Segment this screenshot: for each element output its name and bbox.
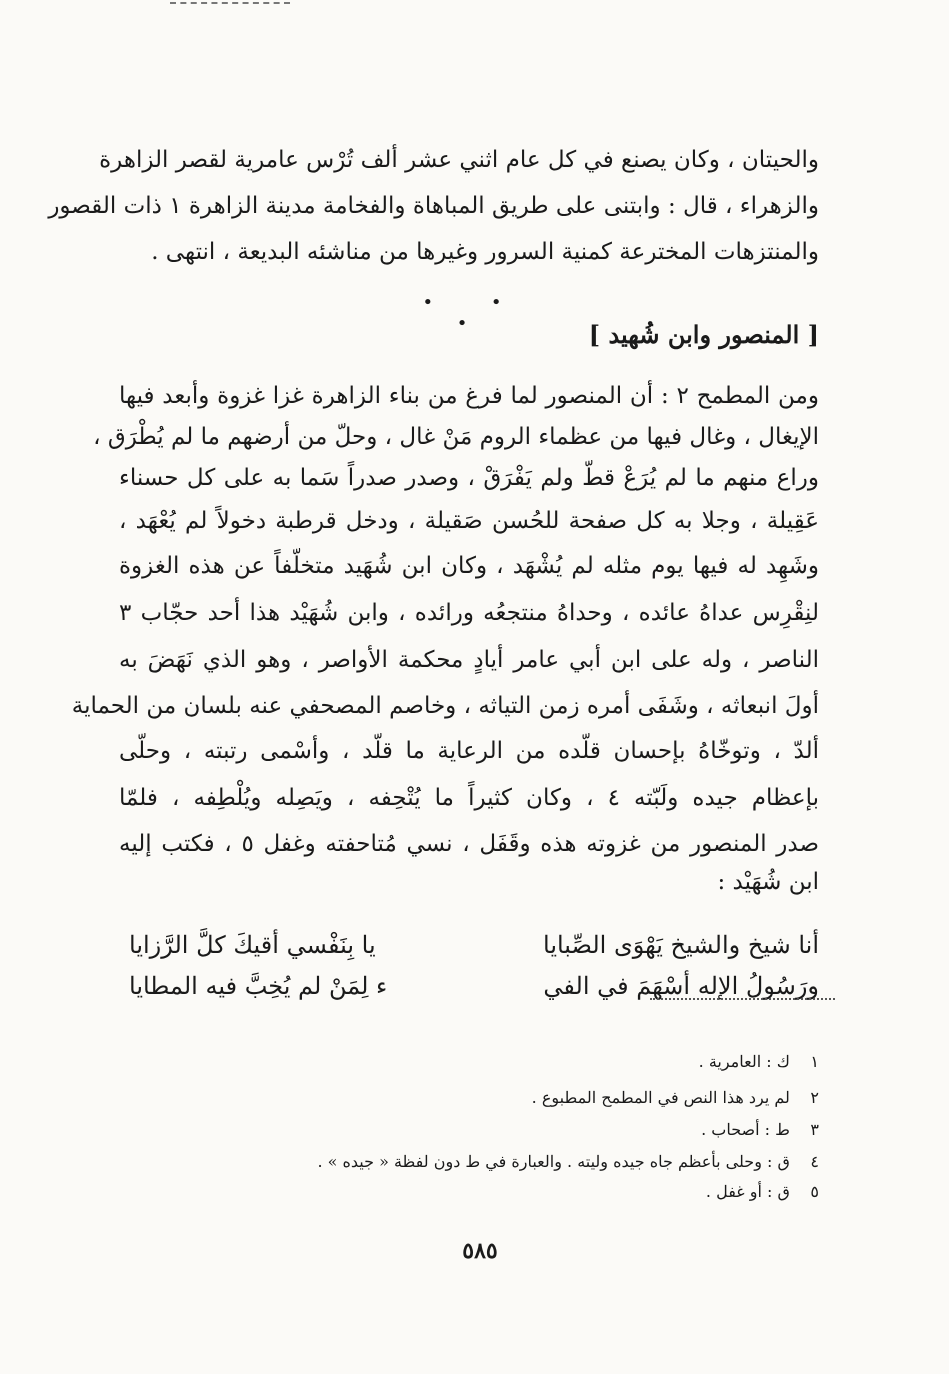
section-separator: • • • [422,292,528,334]
footnote-number: ٥ [810,1182,819,1201]
footnote-number: ٣ [810,1120,819,1139]
paragraph2-line-7: الناصر ، وله على ابن أبي عامر أيادٍ محكمة الأواصر ، وهو الذي نَهَضَ به [119,647,819,673]
footnote-4 [119,1150,819,1174]
poem-verse-2 [129,966,819,1010]
paragraph2-line-12: ابن شُهَيْد : [717,869,819,895]
footnote-number: ١ [810,1052,819,1071]
footnote-2 [119,1086,819,1110]
paragraph2-line-1: ومن المطمح ٢ : أن المنصور لما فرغ من بناء الزاهرة غزا غزوة وأبعد فيها [119,383,819,409]
paragraph2-line-11: صدر المنصور من غزوته هذه وقَفَل ، نسي مُتاحفته وغفل ٥ ، فكتب إليه [119,831,820,857]
paragraph2-line-10: بإعظام جيده ولَبّته ٤ ، وكان كثيراً ما يُتْحِفه ، ويَصِله ويُلْطِفه ، فلمّا [119,785,819,811]
poem-verse-1-second-hemistich: يا بِنَفْسي أقيكَ كلَّ الرَّزايا [129,931,376,959]
paragraph2-line-9: ألدّ ، وتوخّاهُ بإحسان قلّده من الرعاية ما قلّد ، وأسْمى رتبته ، وحلّى [119,738,819,764]
footnote-text: ك : العامرية . [698,1052,790,1071]
poem-verse-2-first-hemistich: ورَسُولُ الإله أسْهَمَ في الفي [543,972,819,1000]
page-number: ٥٨٥ [462,1238,498,1264]
footnote-1 [119,1050,819,1074]
paragraph2-line-5: وشَهِد له فيها يوم مثله لم يُشْهَد ، وكان ابن شُهَيد متخلّفاً عن هذه الغزوة [119,553,819,579]
paragraph2-line-2: الإيغال ، وغال فيها من عظماء الروم مَنْ غال ، وحلّ من أرضهم ما لم يُطْرَق ، [93,424,819,450]
footnote-text: ق : أو غفل . [705,1182,790,1201]
poem-verse-1 [129,925,819,969]
poem-verse-1-first-hemistich: أنا شيخ والشيخ يَهْوَى الصِّبايا [543,931,819,959]
footnote-divider [650,998,835,1000]
paragraph2-line-4: عَقِيلة ، وجلا به كل صفحة للحُسن صَقيلة ، ودخل قرطبة دخولاً لم يُعْهَد ، [119,508,819,534]
footnote-number: ٤ [810,1152,819,1171]
paragraph1-line-2: والزهراء ، قال : وابتنى على طريق المباهاة والفخامة مدينة الزاهرة ١ ذات القصور [48,193,819,219]
paragraph2-line-8: أولَ انبعاثه ، وشَفَى أمره زمن التياثه ، وخاصم المصحفي عنه بلسان من الحماية [71,693,819,719]
footnote-3 [119,1118,819,1142]
footnote-text: لم يرد هذا النص في المطمح المطبوع . [531,1088,790,1107]
section-heading: [ المنصور وابن شُهيد ] [588,320,819,349]
paragraph1-line-1: والحيتان ، وكان يصنع في كل عام اثني عشر ألف تُرْس عامرية لقصر الزاهرة [99,147,819,173]
paragraph2-line-6: لنِقْرِس عداهُ عائده ، وحداهُ منتجعُه ورائده ، وابن شُهَيْد هذا أحد حجّاب ٣ [119,600,819,626]
footnote-text: ق : وحلى بأعظم جاه جيده وليته . والعبارة في ط دون لفظة « جيده » . [317,1152,790,1171]
paragraph2-line-3: وراع منهم ما لم يُرَعْ قطّ ولم يَفْرَقْ ، وصدر صدراً سَما به على كل حسناء [119,465,819,491]
footnote-text: ط : أصحاب . [701,1120,790,1139]
footnote-5 [119,1180,819,1204]
poem-verse-2-second-hemistich: ء لِمَنْ لم يُخِبَّ فيه المطايا [129,972,388,1000]
top-dashed-rule [170,2,290,4]
footnote-number: ٢ [810,1088,819,1107]
paragraph1-line-3: والمنتزهات المخترعة كمنية السرور وغيرها من مناشئه البديعة ، انتهى . [151,239,819,265]
